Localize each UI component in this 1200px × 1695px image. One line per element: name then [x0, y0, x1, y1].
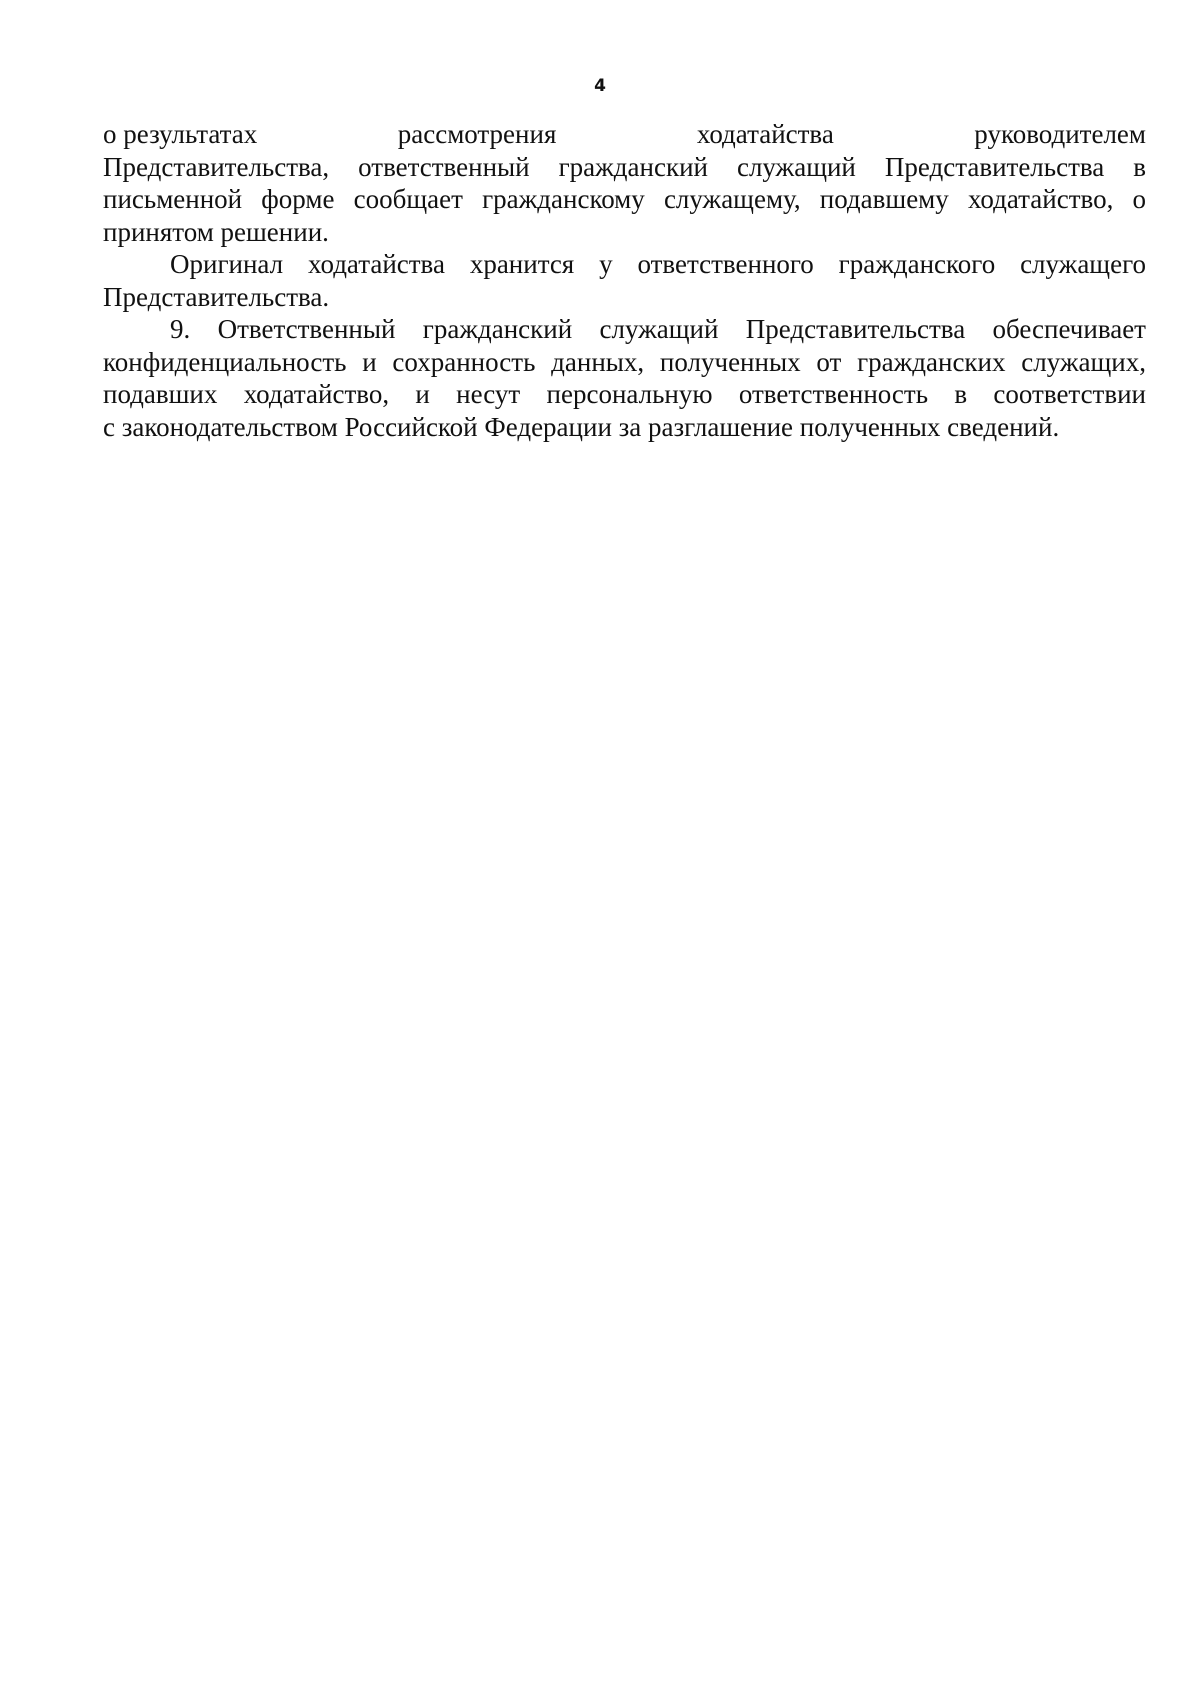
- text-line: [103, 118, 1146, 151]
- text-line: 9. Ответственный гражданский служащий Представительства обеспечивает: [170, 314, 1146, 344]
- paragraph-original-storage: [103, 248, 1146, 313]
- page-number: 4: [594, 76, 606, 96]
- text-line: подавших ходатайство, и несут персональную ответственность в соответствии: [103, 379, 1146, 409]
- document-body: [103, 118, 1146, 443]
- text-line: конфиденциальность и сохранность данных, полученных от гражданских служащих,: [103, 346, 1146, 377]
- text-line: Представительства.: [103, 281, 330, 312]
- text-line: с законодательством Российской Федерации за разглашение полученных сведений.: [103, 411, 1060, 442]
- text-line: Представительства, ответственный гражданский служащий Представительства в: [103, 151, 1146, 182]
- paragraph-item-9-confidentiality: [103, 313, 1146, 443]
- word: о результатах: [103, 119, 258, 149]
- paragraph-review-result: [103, 118, 1146, 248]
- word: руководителем: [974, 119, 1146, 149]
- text-line: принятом решении.: [103, 216, 329, 247]
- word: ходатайства: [696, 119, 834, 149]
- word: рассмотрения: [397, 119, 557, 149]
- text-line: Оригинал ходатайства хранится у ответственного гражданского служащего: [170, 249, 1146, 279]
- text-line: письменной форме сообщает гражданскому служащему, подавшему ходатайство, о: [103, 184, 1146, 214]
